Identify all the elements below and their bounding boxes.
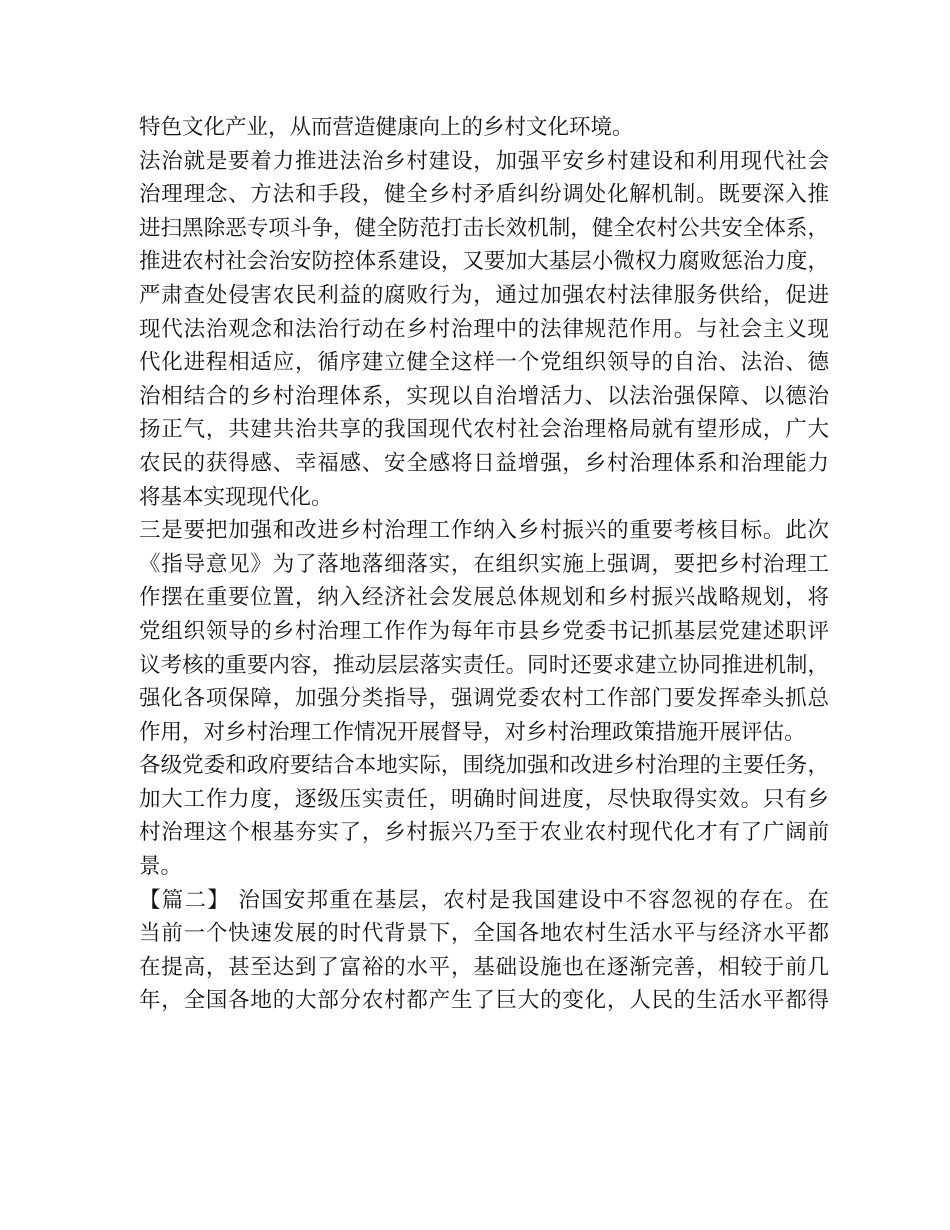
text-line: 强化各项保障，加强分类指导，强调党委农村工作部门要发挥牵头抓总: [139, 686, 829, 712]
text-line: 景。: [139, 854, 183, 880]
text-line: 《指导意见》为了落地落细落实，在组织实施上强调，要把乡村治理工: [139, 551, 829, 577]
text-line: 三是要把加强和改进乡村治理工作纳入乡村振兴的重要考核目标。此次: [139, 518, 829, 544]
text-line: 现代法治观念和法治行动在乡村治理中的法律规范作用。与社会主义现: [139, 316, 829, 342]
text-line: 严肃查处侵害农民利益的腐败行为，通过加强农村法律服务供给，促进: [139, 282, 829, 308]
text-line: 推进农村社会治安防控体系建设，又要加大基层小微权力腐败惩治力度，: [139, 249, 829, 275]
text-line: 特色文化产业，从而营造健康向上的乡村文化环境。: [139, 115, 634, 140]
text-line: 扬正气，共建共治共享的我国现代农村社会治理格局就有望形成，广大: [139, 417, 829, 443]
text-line: 年，全国各地的大部分农村都产生了巨大的变化，人民的生活水平都得: [139, 988, 829, 1014]
text-line: 各级党委和政府要结合本地实际，围绕加强和改进乡村治理的主要任务，: [139, 753, 829, 779]
text-line: 进扫黑除恶专项斗争，健全防范打击长效机制，健全农村公共安全体系，: [139, 215, 829, 241]
text-line: 在提高，甚至达到了富裕的水平，基础设施也在逐渐完善，相较于前几: [139, 954, 829, 980]
text-line: 作摆在重要位置，纳入经济社会发展总体规划和乡村振兴战略规划，将: [139, 585, 829, 611]
text-line: 法治就是要着力推进法治乡村建设，加强平安乡村建设和利用现代社会: [139, 148, 829, 174]
text-line: 将基本实现现代化。: [139, 484, 333, 510]
text-line: 作用，对乡村治理工作情况开展督导，对乡村治理政策措施开展评估。: [139, 719, 806, 745]
text-line: 村治理这个根基夯实了，乡村振兴乃至于农业农村现代化才有了广阔前: [139, 820, 829, 846]
text-line: 党组织领导的乡村治理工作作为每年市县乡党委书记抓基层党建述职评: [139, 618, 829, 644]
text-line: 加大工作力度，逐级压实责任，明确时间进度，尽快取得实效。只有乡: [139, 786, 829, 812]
text-line: 农民的获得感、幸福感、安全感将日益增强，乡村治理体系和治理能力: [139, 450, 829, 476]
text-line: 治相结合的乡村治理体系，实现以自治增活力、以法治强保障、以德治: [139, 383, 829, 409]
text-line: 治理理念、方法和手段，健全乡村矛盾纠纷调处化解机制。既要深入推: [139, 182, 829, 208]
body-text: [139, 111, 829, 1018]
text-line: 议考核的重要内容，推动层层落实责任。同时还要求建立协同推进机制，: [139, 652, 829, 678]
text-line: 代化进程相适应，循序建立健全这样一个党组织领导的自治、法治、德: [139, 350, 829, 376]
text-line: 【篇二】 治国安邦重在基层，农村是我国建设中不容忽视的存在。在: [139, 887, 829, 913]
text-line: 当前一个快速发展的时代背景下，全国各地农村生活水平与经济水平都: [139, 921, 829, 947]
